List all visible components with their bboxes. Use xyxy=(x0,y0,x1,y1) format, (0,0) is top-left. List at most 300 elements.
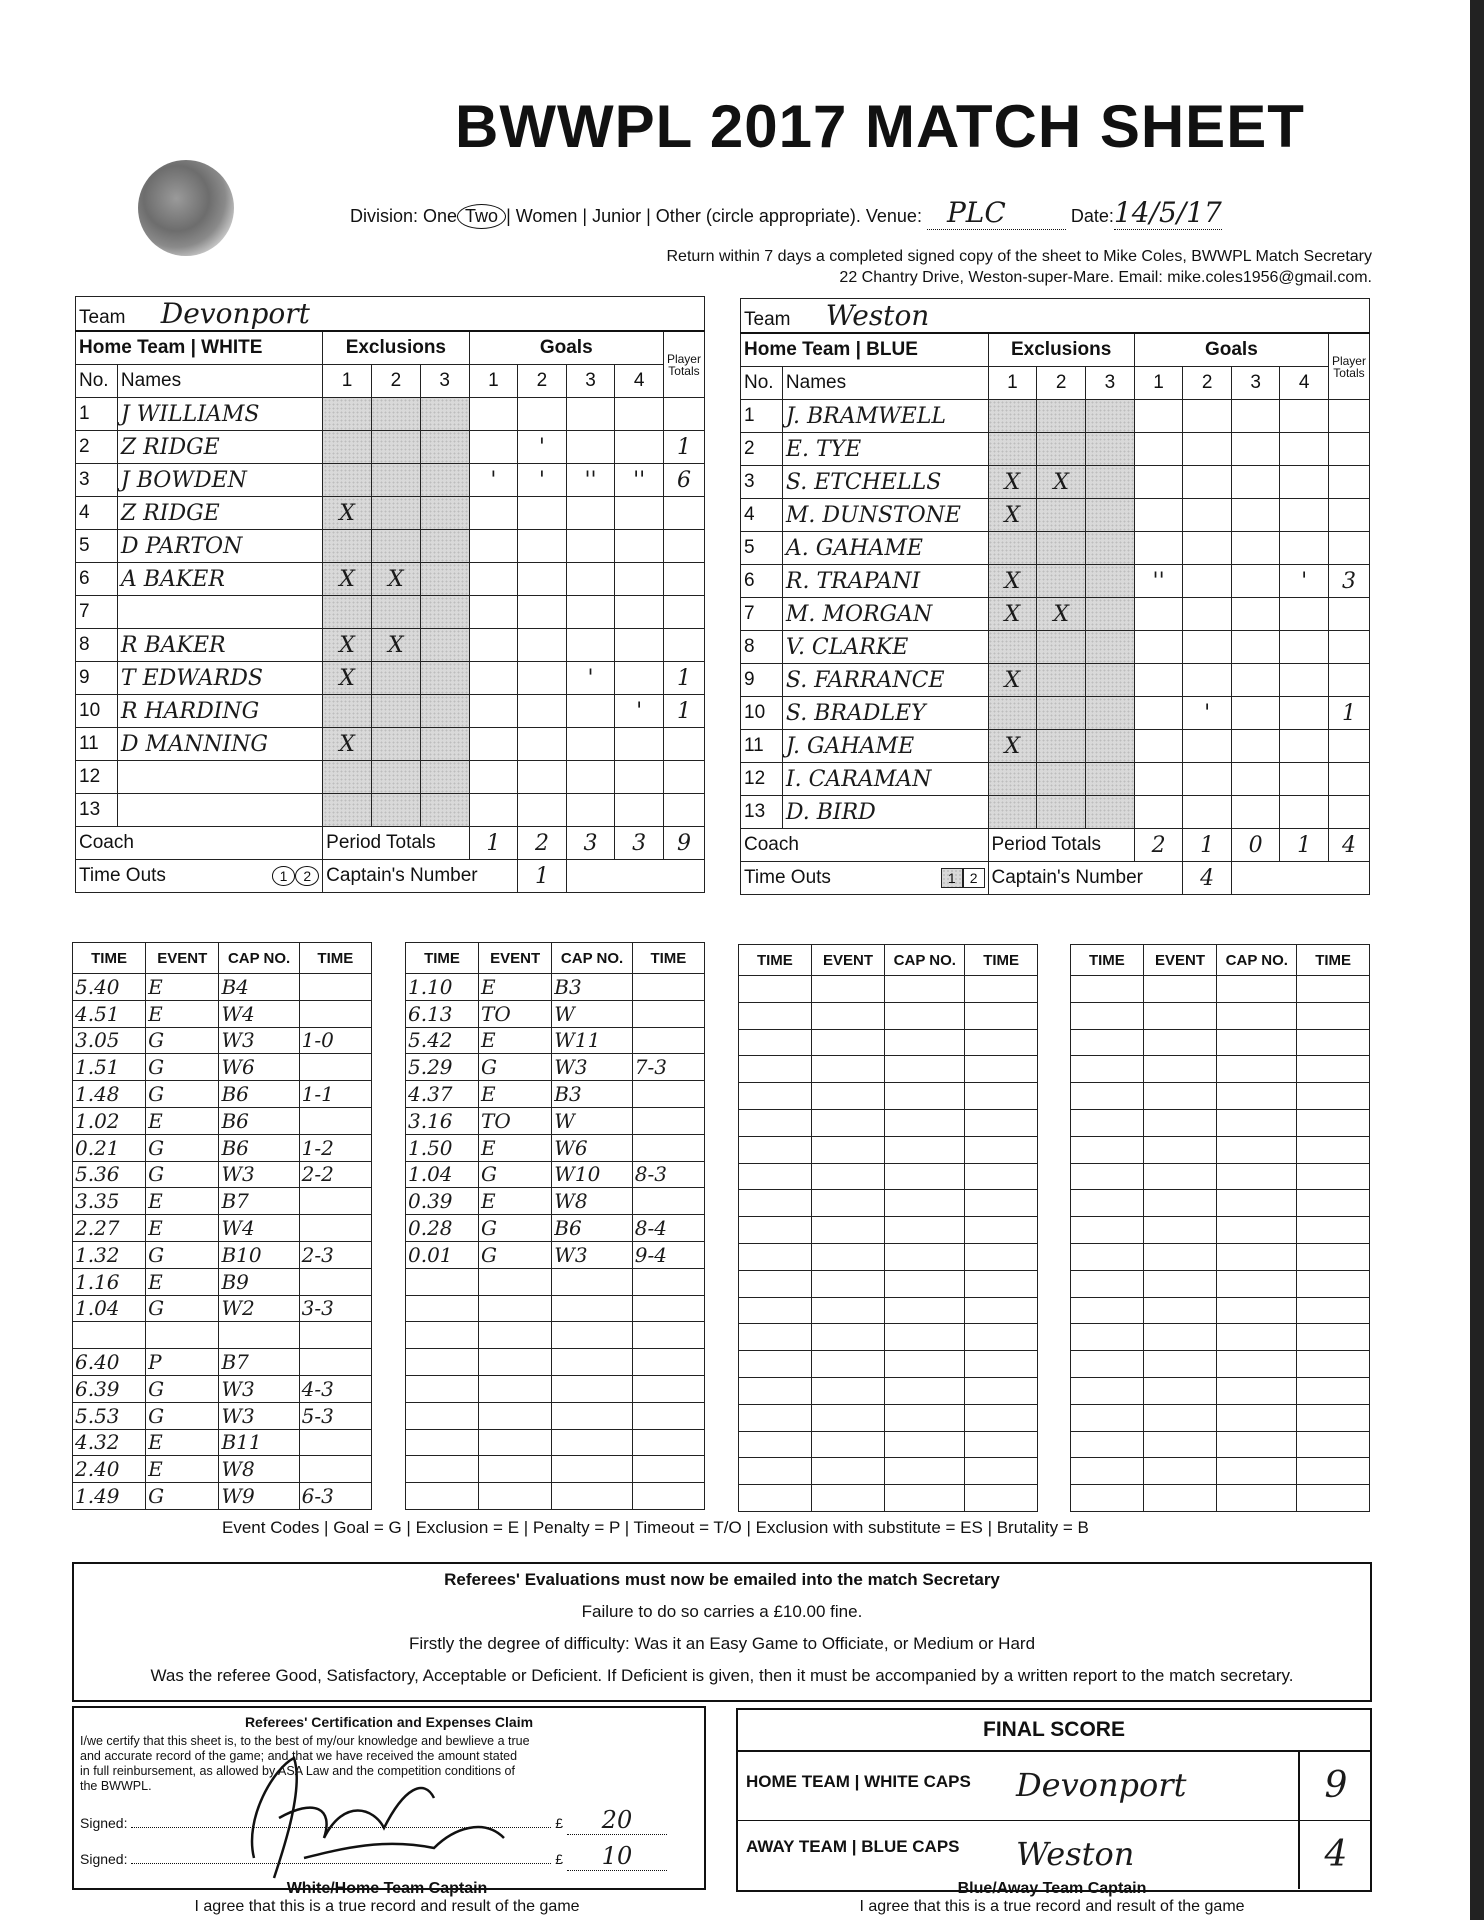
period-totals-label: Period Totals xyxy=(988,829,1134,862)
event-cell xyxy=(739,1297,812,1324)
player-number: 3 xyxy=(741,466,783,499)
event-cell xyxy=(1143,1136,1217,1163)
away-player-row xyxy=(741,796,1370,829)
away-player-row xyxy=(741,532,1370,565)
event-cell: 1.04 xyxy=(73,1295,146,1322)
event-cell: 5.29 xyxy=(406,1054,479,1081)
event-cell xyxy=(1143,1324,1217,1351)
exclusion-cell xyxy=(420,464,469,497)
event-cell xyxy=(1071,1324,1144,1351)
player-name: Z RIDGE xyxy=(117,431,322,464)
exclusion-cell: X xyxy=(323,629,372,662)
goal-cell xyxy=(615,794,664,827)
time-outs-label: Time Outs xyxy=(744,867,831,888)
event-row xyxy=(739,1217,1038,1244)
event-row xyxy=(739,1056,1038,1083)
amount-2[interactable]: 10 xyxy=(567,1842,667,1871)
goal-cell xyxy=(1183,565,1232,598)
event-cell xyxy=(299,1107,371,1134)
player-name: J. BRAMWELL xyxy=(782,400,988,433)
home-captain-text: I agree that this is a true record and result of the game xyxy=(194,1898,580,1915)
exclusion-cell xyxy=(323,398,372,431)
exclusion-cell xyxy=(420,728,469,761)
exclusion-cell xyxy=(988,796,1037,829)
event-cell: 3.35 xyxy=(73,1188,146,1215)
exclusion-cell xyxy=(323,530,372,563)
event-cell xyxy=(1297,976,1370,1003)
period-totals-label: Period Totals xyxy=(323,827,469,860)
event-cell xyxy=(73,1322,146,1349)
player-number: 4 xyxy=(741,499,783,532)
event-cell: E xyxy=(146,974,219,1001)
event-cell: 5.53 xyxy=(73,1402,146,1429)
exclusion-cell xyxy=(371,398,420,431)
exclusion-cell xyxy=(1086,631,1135,664)
event-row xyxy=(406,1375,705,1402)
exclusion-cell xyxy=(420,563,469,596)
event-cell xyxy=(406,1456,479,1483)
event-cell xyxy=(552,1322,633,1349)
goal-cell xyxy=(1183,466,1232,499)
exclusion-cell xyxy=(371,662,420,695)
event-row xyxy=(406,1483,705,1510)
exclusion-cell: X xyxy=(323,728,372,761)
player-total xyxy=(1328,466,1369,499)
goal-cell xyxy=(1134,763,1183,796)
event-row xyxy=(406,1215,705,1242)
event-cell xyxy=(552,1349,633,1376)
event-cell xyxy=(1143,1404,1217,1431)
goal-cell xyxy=(1280,433,1329,466)
final-away-label: AWAY TEAM | BLUE CAPS xyxy=(746,1837,960,1856)
event-cell xyxy=(811,1217,885,1244)
event-row xyxy=(406,1134,705,1161)
event-cell xyxy=(965,1002,1038,1029)
event-cell: 2-2 xyxy=(299,1161,371,1188)
goal-cell xyxy=(1231,598,1280,631)
goal-cell xyxy=(518,563,567,596)
event-cell xyxy=(739,1217,812,1244)
coach-label: Coach xyxy=(76,827,323,860)
goal-cell xyxy=(1183,631,1232,664)
event-cell: G xyxy=(146,1295,219,1322)
event-row xyxy=(73,1000,372,1027)
home-player-row xyxy=(76,530,705,563)
event-cell: E xyxy=(146,1215,219,1242)
player-totals-header: Player Totals xyxy=(1328,333,1369,400)
event-row xyxy=(739,1485,1038,1512)
event-cell xyxy=(299,974,371,1001)
event-cell xyxy=(299,1054,371,1081)
event-cell xyxy=(632,1402,704,1429)
events-table-4 xyxy=(1070,944,1370,1512)
event-row xyxy=(73,1349,372,1376)
no-header: No. xyxy=(76,365,118,398)
goal-cell xyxy=(566,497,615,530)
event-cell xyxy=(1143,1351,1217,1378)
player-number: 6 xyxy=(76,563,118,596)
event-cell xyxy=(406,1402,479,1429)
event-cell xyxy=(406,1268,479,1295)
away-captain-title: Blue/Away Team Captain xyxy=(957,1880,1147,1897)
event-cell: W8 xyxy=(552,1188,633,1215)
event-cell xyxy=(479,1322,552,1349)
event-cell xyxy=(1143,1243,1217,1270)
event-cell xyxy=(1071,1029,1144,1056)
player-name: R. TRAPANI xyxy=(782,565,988,598)
event-cell xyxy=(406,1322,479,1349)
player-number: 5 xyxy=(741,532,783,565)
event-cell: E xyxy=(146,1268,219,1295)
event-cell: 2.27 xyxy=(73,1215,146,1242)
event-cell xyxy=(632,1375,704,1402)
event-cell: 0.01 xyxy=(406,1241,479,1268)
event-row xyxy=(739,1109,1038,1136)
event-cell: W xyxy=(552,1107,633,1134)
event-row xyxy=(73,1054,372,1081)
event-cell xyxy=(406,1429,479,1456)
event-cell xyxy=(632,1483,704,1510)
event-codes: Event Codes | Goal = G | Exclusion = E | Penalty = P | Timeout = T/O | Exclusion with substitute = ES | Brutality = B xyxy=(222,1518,1089,1537)
home-player-row xyxy=(76,794,705,827)
event-cell xyxy=(1143,1029,1217,1056)
event-row xyxy=(739,1377,1038,1404)
event-cell xyxy=(739,1351,812,1378)
home-team-table xyxy=(75,296,705,893)
event-row xyxy=(406,1161,705,1188)
event-cell xyxy=(299,1429,371,1456)
goal-cell xyxy=(1280,664,1329,697)
exclusion-cell xyxy=(1037,631,1086,664)
event-row xyxy=(1071,1297,1370,1324)
captains-number-label: Captain's Number xyxy=(323,860,518,893)
event-cell xyxy=(1297,1458,1370,1485)
event-cell xyxy=(739,1404,812,1431)
exclusion-cell: X xyxy=(323,497,372,530)
goal-cell xyxy=(469,794,518,827)
event-cell xyxy=(1143,1431,1217,1458)
event-row xyxy=(1071,1458,1370,1485)
event-row xyxy=(1071,1324,1370,1351)
goal-col-4: 4 xyxy=(615,365,664,398)
goal-cell xyxy=(1231,466,1280,499)
event-cell xyxy=(299,1188,371,1215)
referee-line-2: Failure to do so carries a £10.00 fine. xyxy=(581,1602,863,1621)
event-cell xyxy=(1217,976,1297,1003)
event-cell xyxy=(1297,1324,1370,1351)
exclusion-cell xyxy=(371,695,420,728)
event-cell xyxy=(632,1268,704,1295)
event-cell xyxy=(965,1324,1038,1351)
player-total xyxy=(663,530,704,563)
event-cell: W xyxy=(552,1000,633,1027)
event-cell xyxy=(632,1000,704,1027)
goals-header: Goals xyxy=(1134,333,1328,367)
player-total xyxy=(663,761,704,794)
event-row xyxy=(1071,1404,1370,1431)
event-cell xyxy=(1143,1190,1217,1217)
event-row xyxy=(73,1107,372,1134)
event-row xyxy=(739,1431,1038,1458)
team-label: Team xyxy=(744,309,791,330)
home-player-row xyxy=(76,761,705,794)
event-row xyxy=(739,1190,1038,1217)
goal-cell: ' xyxy=(566,662,615,695)
event-cell xyxy=(811,1270,885,1297)
event-cell xyxy=(739,1163,812,1190)
event-header: EVENT xyxy=(1143,945,1217,976)
home-player-row xyxy=(76,464,705,497)
exclusion-cell xyxy=(420,629,469,662)
event-cell xyxy=(811,1297,885,1324)
date-label: Date: xyxy=(1070,206,1114,226)
goal-cell xyxy=(1231,565,1280,598)
event-cell: W3 xyxy=(552,1241,633,1268)
event-cell: E xyxy=(146,1429,219,1456)
event-header: EVENT xyxy=(146,943,219,974)
goal-cell xyxy=(1280,466,1329,499)
player-total: 3 xyxy=(1328,565,1369,598)
events-table-1 xyxy=(72,942,372,1510)
event-cell xyxy=(1217,1485,1297,1512)
venue-value: PLC xyxy=(927,196,1066,230)
goal-cell xyxy=(469,728,518,761)
goal-cell xyxy=(615,398,664,431)
event-cell xyxy=(811,976,885,1003)
player-name: T EDWARDS xyxy=(117,662,322,695)
final-away-team: Weston xyxy=(1016,1835,1135,1873)
event-row xyxy=(73,1081,372,1108)
event-cell xyxy=(885,1243,965,1270)
event-cell: 1.51 xyxy=(73,1054,146,1081)
goal-cell xyxy=(518,662,567,695)
event-cell xyxy=(1217,1083,1297,1110)
player-name xyxy=(117,794,322,827)
event-cell: W3 xyxy=(219,1161,299,1188)
event-cell xyxy=(632,1188,704,1215)
goal-cell xyxy=(615,563,664,596)
event-header: EVENT xyxy=(811,945,885,976)
exclusion-cell xyxy=(1086,532,1135,565)
goal-cell xyxy=(469,398,518,431)
event-cell: 5.40 xyxy=(73,974,146,1001)
event-cell: 4.32 xyxy=(73,1429,146,1456)
goals-header: Goals xyxy=(469,331,663,365)
event-cell: B11 xyxy=(219,1429,299,1456)
event-cell xyxy=(739,1029,812,1056)
final-score-box xyxy=(736,1708,1372,1892)
currency-1: £ xyxy=(555,1815,564,1831)
player-number: 13 xyxy=(741,796,783,829)
captains-number-label: Captain's Number xyxy=(988,862,1183,895)
player-total xyxy=(1328,433,1369,466)
event-cell: 7-3 xyxy=(632,1054,704,1081)
goal-cell xyxy=(518,761,567,794)
event-row xyxy=(1071,1002,1370,1029)
event-cell xyxy=(1297,1485,1370,1512)
event-cell xyxy=(1071,1297,1144,1324)
event-row xyxy=(739,1351,1038,1378)
event-row xyxy=(739,1002,1038,1029)
event-cell: E xyxy=(479,1134,552,1161)
goal-cell xyxy=(566,431,615,464)
event-header: EVENT xyxy=(479,943,552,974)
goal-cell xyxy=(1134,598,1183,631)
event-cell: 4-3 xyxy=(299,1375,371,1402)
page-title: BWWPL 2017 MATCH SHEET xyxy=(455,93,1305,160)
exclusion-cell xyxy=(1037,730,1086,763)
home-player-row xyxy=(76,662,705,695)
event-cell xyxy=(885,1270,965,1297)
player-total xyxy=(663,497,704,530)
player-total xyxy=(663,629,704,662)
referee-line-3: Firstly the degree of difficulty: Was it an Easy Game to Officiate, or Medium or Hard xyxy=(408,1634,1036,1653)
exclusion-cell xyxy=(323,695,372,728)
event-cell xyxy=(739,1083,812,1110)
event-cell: 3-3 xyxy=(299,1295,371,1322)
home-team-name: Devonport xyxy=(160,297,310,330)
event-cell xyxy=(632,1429,704,1456)
event-cell xyxy=(885,1083,965,1110)
exclusion-cell xyxy=(420,497,469,530)
exclusion-cell xyxy=(1086,730,1135,763)
exclusion-cell xyxy=(1086,400,1135,433)
no-header: No. xyxy=(741,367,783,400)
goal-cell: ' xyxy=(1280,565,1329,598)
goal-cell xyxy=(469,695,518,728)
exclusion-cell: X xyxy=(988,730,1037,763)
event-cell xyxy=(965,1270,1038,1297)
event-cell: W3 xyxy=(552,1054,633,1081)
goal-cell xyxy=(615,629,664,662)
event-header: TIME xyxy=(1297,945,1370,976)
event-cell xyxy=(965,1243,1038,1270)
player-totals-header: Player Totals xyxy=(663,331,704,398)
amount-1[interactable]: 20 xyxy=(567,1806,667,1835)
division-line xyxy=(350,196,1222,229)
event-cell xyxy=(1143,1056,1217,1083)
event-row xyxy=(406,1107,705,1134)
event-cell xyxy=(299,1000,371,1027)
event-row xyxy=(73,1268,372,1295)
event-row xyxy=(739,1297,1038,1324)
event-cell xyxy=(811,1485,885,1512)
event-cell xyxy=(965,1377,1038,1404)
event-cell xyxy=(632,1295,704,1322)
event-cell xyxy=(299,1322,371,1349)
event-cell xyxy=(965,1458,1038,1485)
event-cell xyxy=(632,1107,704,1134)
player-name: V. CLARKE xyxy=(782,631,988,664)
event-cell xyxy=(965,1404,1038,1431)
scan-edge xyxy=(1470,0,1484,1920)
event-cell xyxy=(1217,1109,1297,1136)
event-cell: 2-3 xyxy=(299,1241,371,1268)
event-cell: G xyxy=(146,1054,219,1081)
goal-cell xyxy=(566,794,615,827)
event-cell xyxy=(1297,1404,1370,1431)
player-number: 12 xyxy=(76,761,118,794)
event-header: TIME xyxy=(739,945,812,976)
exclusion-cell xyxy=(420,695,469,728)
ex-col-2: 2 xyxy=(371,365,420,398)
goal-cell xyxy=(518,794,567,827)
event-row xyxy=(73,1134,372,1161)
exclusion-cell xyxy=(1037,532,1086,565)
event-cell: 5.42 xyxy=(406,1027,479,1054)
names-header: Names xyxy=(117,365,322,398)
player-total: 1 xyxy=(663,662,704,695)
player-name: I. CARAMAN xyxy=(782,763,988,796)
event-cell xyxy=(1217,1404,1297,1431)
goal-cell xyxy=(469,662,518,695)
event-cell: 1.02 xyxy=(73,1107,146,1134)
referee-line-4: Was the referee Good, Satisfactory, Acceptable or Deficient. If Deficient is given, then it must be accompanied by a written report to the match secretary. xyxy=(150,1666,1294,1685)
player-number: 9 xyxy=(76,662,118,695)
player-number: 8 xyxy=(76,629,118,662)
event-cell xyxy=(1297,1029,1370,1056)
exclusion-cell: X xyxy=(371,563,420,596)
goal-cell xyxy=(1231,631,1280,664)
away-player-row xyxy=(741,631,1370,664)
goal-col-2: 2 xyxy=(1183,367,1232,400)
home-captain-section xyxy=(72,1880,702,1916)
event-cell: B6 xyxy=(552,1215,633,1242)
event-cell: B6 xyxy=(219,1134,299,1161)
event-cell xyxy=(739,1190,812,1217)
event-cell xyxy=(739,1136,812,1163)
event-cell: B4 xyxy=(219,974,299,1001)
exclusion-cell xyxy=(1037,499,1086,532)
goal-cell xyxy=(1231,664,1280,697)
home-player-row xyxy=(76,563,705,596)
goal-cell xyxy=(615,761,664,794)
event-cell xyxy=(1071,1109,1144,1136)
home-grand-total: 9 xyxy=(663,827,704,860)
event-cell: 6-3 xyxy=(299,1483,371,1510)
player-name: E. TYE xyxy=(782,433,988,466)
ex-col-2: 2 xyxy=(1037,367,1086,400)
event-cell xyxy=(552,1375,633,1402)
event-cell xyxy=(811,1404,885,1431)
event-cell: 3.05 xyxy=(73,1027,146,1054)
goal-cell xyxy=(1280,763,1329,796)
home-period-1: 1 xyxy=(469,827,518,860)
player-name: A. GAHAME xyxy=(782,532,988,565)
goal-col-2: 2 xyxy=(518,365,567,398)
goal-cell xyxy=(469,761,518,794)
event-row xyxy=(739,1404,1038,1431)
exclusion-cell xyxy=(371,761,420,794)
player-number: 11 xyxy=(741,730,783,763)
event-row xyxy=(1071,1351,1370,1378)
player-name: M. DUNSTONE xyxy=(782,499,988,532)
event-cell: B3 xyxy=(552,1081,633,1108)
event-header: CAP NO. xyxy=(219,943,299,974)
event-cell: E xyxy=(146,1456,219,1483)
event-cell xyxy=(1143,1109,1217,1136)
event-cell: B3 xyxy=(552,974,633,1001)
player-name: R BAKER xyxy=(117,629,322,662)
home-player-rows xyxy=(76,398,705,827)
goal-cell xyxy=(1231,730,1280,763)
event-cell xyxy=(632,974,704,1001)
event-cell xyxy=(811,1083,885,1110)
event-cell xyxy=(552,1483,633,1510)
event-cell xyxy=(406,1349,479,1376)
event-cell xyxy=(1143,1217,1217,1244)
ex-col-1: 1 xyxy=(323,365,372,398)
